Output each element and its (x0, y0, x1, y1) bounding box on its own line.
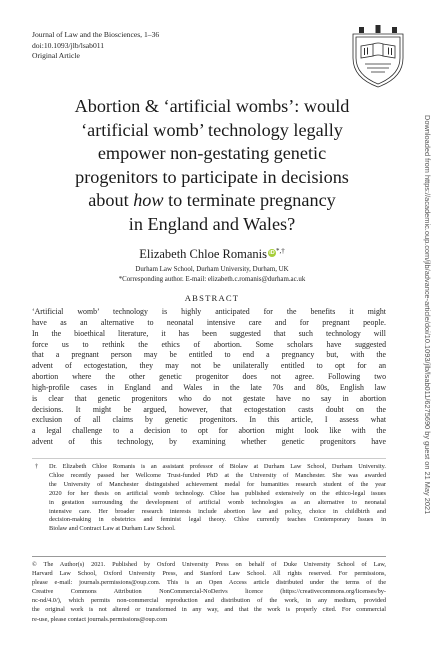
title-line (46, 189, 378, 213)
title-line: progenitors to participate in decisions (75, 166, 349, 187)
author-line (40, 247, 384, 262)
copyright-divider (32, 556, 386, 557)
abstract-line: exclusion of all claims by genetic progenitors. In this article, I assess what (32, 415, 386, 425)
footnote-line: Dr. Elizabeth Chloe Romanis is an assistant professor of Biolaw at Durham Law School, Durham University. (49, 463, 386, 470)
abstract-line: decisions. It might be argued, however, that ectogestation casts doubt on the (32, 404, 386, 414)
title-line: empower non-gestating genetic (97, 143, 327, 164)
title-emphasis: how (133, 190, 164, 211)
abstract-line: ‘Artificial womb’ technology is highly anticipated for the benefits it might (32, 307, 386, 316)
title-fragment: about (88, 190, 134, 211)
copyright-notice (32, 560, 386, 624)
footnote-line: the University of Manchester distinguished achievement medal for humanities research student of the year (49, 480, 386, 488)
abstract-line: force us to rethink the ethics of abortion. Some scholars have suggested (32, 339, 386, 349)
footnote-line: intensive care. Her broader research interests include abortion law and policy, choice in childbirth and (49, 507, 386, 515)
footnote-body (49, 463, 386, 534)
abstract-line: that a pregnant person may be entitled to end a pregnancy but, with the (32, 350, 386, 360)
copyright-line: re-use, please contact journals.permissions@oup.com (32, 615, 168, 623)
abstract-line: have as an alternative to neonatal intensive care and for pregnant people. (32, 317, 386, 327)
affiliation (40, 265, 384, 284)
abstract-line: abortion where the other genetic progenitor does not agree. Following two (32, 372, 386, 382)
abstract-line: is clear that genetic progenitors who do not gestate have no say in abortion (32, 393, 386, 403)
orcid-icon[interactable]: iD (269, 250, 275, 256)
footnote-divider (32, 458, 386, 459)
affiliation-line: Durham Law School, Durham University, Durham, UK (135, 266, 289, 273)
abstract-line: advent of ectogestation, they may not be unilaterally entitled to opt for an (32, 361, 386, 371)
copyright-line: © The Author(s) 2021. Published by Oxford University Press on behalf of Duke University School of Law, (32, 561, 386, 568)
journal-name: Journal of Law and the Biosciences, 1–36 (32, 30, 160, 39)
oxford-university-press-logo (347, 24, 409, 90)
title-line: Abortion & ‘artificial wombs’: would (74, 96, 350, 116)
title-line: in England and Wales? (128, 213, 296, 234)
copyright-line: the original work is not altered or transformed in any way, and that the work is properly cited. For commercial (32, 606, 386, 614)
abstract-heading: ABSTRACT (184, 293, 240, 303)
doi: doi:10.1093/jlb/lsab011 (32, 40, 105, 50)
footnote-line: Biolaw and Contract Law at Durham Law School. (49, 525, 176, 533)
author-name: Elizabeth Chloe Romanis (139, 247, 267, 261)
abstract-line: advent of this technology, by examining whether genetic progenitors have (32, 437, 386, 447)
footnote-line: Chloe recently passed her Wellcome Trust-funded PhD at the University of Manchester. She was awarded (49, 471, 386, 479)
copyright-line: please e-mail: journals.permissions@oup.com. This is an Open Access article distributed under the terms of the (32, 579, 386, 587)
abstract-line: high-profile cases in England and Wales in the late 70s and 80s, English law (32, 382, 386, 392)
download-sidebar (422, 115, 434, 620)
abstract-line: a legal challenge to a decision to opt for abortion might look like with the (32, 426, 386, 436)
download-notice[interactable]: Downloaded from https://academic.oup.com/jlb/advance-article/doi/10.1093/jlb/lsab011/6275690 by guest on 21 May 2021 (423, 115, 432, 515)
footnote-line: in gestation surrounding the development of artificial womb technologies as an alternative to neonatal (49, 498, 386, 506)
copyright-line: nc-nd/4.0/), which permits non-commercial reproduction and distribution of the work, in any medium, provided (32, 597, 386, 605)
copyright-line: Creative Commons Attribution NonCommercial-NoDerivs licence (https://creativecommons.org/licenses/by- (32, 588, 386, 596)
corresponding-author[interactable]: *Corresponding author. E-mail: elizabeth.c.romanis@durham.ac.uk (118, 275, 306, 283)
abstract-line: In the bioethical literature, it has been suggested that such technology will (32, 328, 386, 338)
article-title (46, 95, 378, 237)
copyright-line: Harvard Law School, Oxford University Press, and Stanford Law School. All rights reserved. For permissions, (32, 570, 386, 578)
title-line: ‘artificial womb’ technology legally (81, 119, 343, 140)
abstract-body (32, 307, 386, 448)
article-type: Original Article (32, 51, 80, 60)
footnote-mark: † (35, 463, 39, 470)
footnote-line: decision-making in obstetrics and feminist legal theory. Chloe currently teaches Contemporary Issues in (49, 516, 386, 524)
title-fragment: to terminate pregnancy (163, 190, 336, 211)
footnote-line: 2020 for her thesis on artificial womb technology. Chloe has published extensively on the ethico-legal issues (49, 489, 386, 497)
journal-header (32, 30, 159, 62)
author-marks: *,† (276, 247, 285, 255)
